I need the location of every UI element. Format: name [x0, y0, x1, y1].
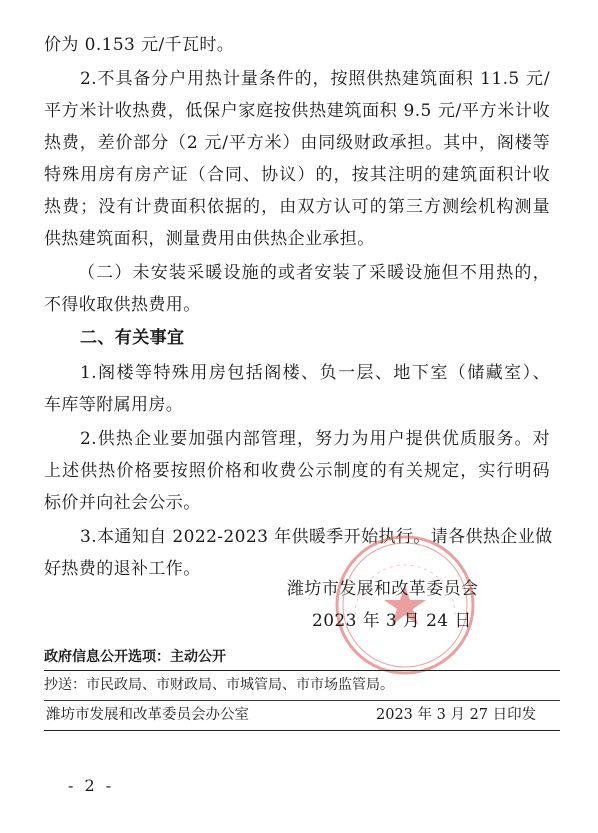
matter-line: 标价并向社会公示。 [44, 493, 201, 513]
body-line: 不得收取供热费用。 [44, 295, 201, 315]
divider [44, 700, 560, 701]
matter-line: 2.供热企业要加强内部管理，努力为用户提供优质服务。对 [80, 429, 550, 449]
matter-line: 上述供热价格要按照价格和收费公示制度的有关规定，实行明码 [44, 461, 550, 481]
matter-line: 1.阁楼等特殊用房包括阁楼、负一层、地下室（储藏室）、 [80, 363, 550, 383]
matter-line: 3.本通知自 2022-2023 年供暖季开始执行。请各供热企业做 [80, 527, 553, 547]
page-number: - 2 - [68, 776, 115, 795]
disclosure-option: 政府信息公开选项：主动公开 [44, 649, 226, 665]
issue-date: 2023 年 3 月 24 日 [312, 611, 472, 631]
body-line: （二）未安装采暖设施的或者安装了采暖设施但不用热的， [78, 263, 550, 283]
body-line: 热费，差价部分（2 元/平方米）由同级财政承担。其中，阁楼等 [44, 133, 550, 153]
body-line: 平方米计收热费，低保户家庭按供热建筑面积 9.5 元/平方米计收 [44, 101, 550, 121]
divider [44, 670, 560, 671]
section-heading: 二、有关事宜 [80, 328, 185, 348]
body-line: 特殊用房有房产证（合同、协议）的，按其注明的建筑面积计收 [44, 165, 550, 185]
print-date: 2023 年 3 月 27 日印发 [376, 707, 537, 723]
issuing-organization: 潍坊市发展和改革委员会 [287, 579, 479, 599]
matter-line: 车库等附属用房。 [44, 395, 184, 415]
cc-list: 抄送：市民政局、市财政局、市城管局、市市场监管局。 [44, 677, 394, 693]
issuing-office: 潍坊市发展和改革委员会办公室 [46, 707, 249, 723]
divider [44, 730, 560, 731]
official-seal [330, 530, 480, 680]
body-line: 2.不具备分户用热计量条件的，按照供热建筑面积 11.5 元/ [80, 69, 550, 89]
matter-line: 好热费的退补工作。 [44, 559, 201, 579]
body-line: 价为 0.153 元/千瓦时。 [44, 35, 235, 55]
body-line: 供热建筑面积，测量费用由供热企业承担。 [44, 229, 375, 249]
body-line: 热费；没有计费面积依据的，由双方认可的第三方测绘机构测量 [44, 197, 550, 217]
